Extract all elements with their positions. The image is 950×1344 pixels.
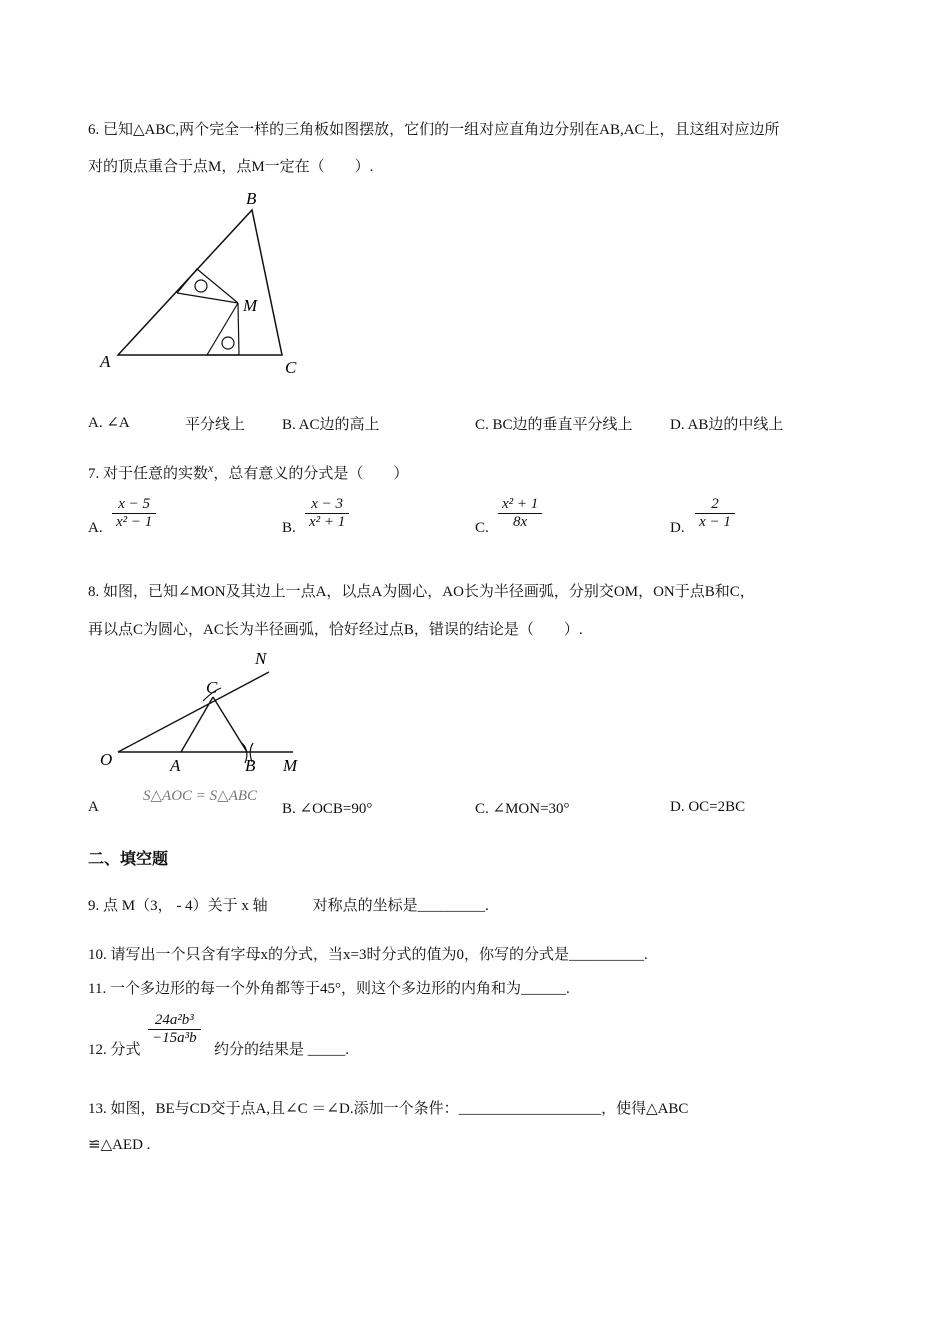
label-A: A: [170, 756, 181, 775]
label-N: N: [255, 649, 267, 668]
triangle-abc: [118, 210, 282, 355]
label-O: O: [100, 750, 113, 769]
q6-option-c: C. BC边的垂直平分线上: [475, 417, 633, 433]
label-M: M: [243, 296, 258, 315]
q13-line1: 13. 如图，BE与CD交于点A,且∠C ＝∠D.添加一个条件：___________________，使得△ABC: [88, 1101, 689, 1117]
q6-option-a: A. ∠A: [88, 415, 130, 431]
q6-option-b: B. AC边的高上: [282, 417, 380, 433]
q9-text: 9. 点 M（3， - 4）关于 x 轴 对称点的坐标是_________.: [88, 898, 489, 914]
q7-option-b-label: B.: [282, 520, 296, 536]
q6-figure: [95, 185, 315, 380]
q7-option-a-label: A.: [88, 520, 103, 536]
label-B: B: [246, 189, 257, 208]
q7-option-b-fraction: x − 3 x² + 1: [305, 496, 349, 531]
q13-line2: ≌△AED .: [88, 1137, 151, 1153]
label-C: C: [206, 678, 218, 697]
q7-option-c-fraction: x² + 1 8x: [498, 496, 542, 531]
q12-fraction: 24a²b³ −15a³b: [148, 1012, 201, 1047]
q8-figure: [95, 645, 315, 780]
label-B: B: [245, 756, 256, 775]
q11-text: 11. 一个多边形的每一个外角都等于45°，则这个多边形的内角和为______.: [88, 981, 570, 997]
circle-mark-lower: [222, 337, 234, 349]
q6-option-a-rest: 平分线上: [185, 417, 246, 433]
q7-option-d-fraction: 2 x − 1: [695, 496, 735, 531]
q8-option-a-formula: S△AOC = S△ABC: [143, 788, 258, 804]
label-C: C: [285, 358, 297, 377]
label-M: M: [283, 756, 298, 775]
label-A: A: [100, 352, 111, 371]
q7-option-c-label: C.: [475, 520, 489, 536]
circle-mark-upper: [195, 280, 207, 292]
q7-option-d-label: D.: [670, 520, 685, 536]
q6-stem-line1: 6. 已知△ABC,两个完全一样的三角板如图摆放，它们的一组对应直角边分别在AB,AC上，且这组对应边所: [88, 122, 780, 138]
q8-option-a-label: A: [88, 799, 99, 815]
section-title-fill-in: 二、填空题: [88, 849, 169, 868]
segment-AC: [181, 697, 213, 752]
q8-stem-line2: 再以点C为圆心，AC长为半径画弧，恰好经过点B，错误的结论是（ ）.: [88, 622, 583, 638]
q10-text: 10. 请写出一个只含有字母x的分式，当x=3时分式的值为0，你写的分式是__________.: [88, 947, 648, 963]
q12-prefix: 12. 分式: [88, 1042, 141, 1058]
q6-option-d: D. AB边的中线上: [670, 417, 784, 433]
q7-option-a-fraction: x − 5 x² − 1: [112, 496, 156, 531]
q8-option-d: D. OC=2BC: [670, 799, 746, 815]
q7-stem: 7. 对于任意的实数$^x$，总有意义的分式是（ ）: [88, 461, 409, 482]
q8-option-c: C. ∠MON=30°: [475, 801, 570, 817]
q8-stem-line1: 8. 如图，已知∠MON及其边上一点A，以点A为圆心，AO长为半径画弧，分别交OM，ON于点B和C，: [88, 584, 755, 600]
q8-option-b: B. ∠OCB=90°: [282, 801, 373, 817]
q12-suffix: 约分的结果是 _____.: [214, 1042, 350, 1058]
q6-stem-line2: 对的顶点重合于点M，点M一定在（ ）.: [88, 159, 374, 175]
ray-ON: [118, 672, 269, 752]
